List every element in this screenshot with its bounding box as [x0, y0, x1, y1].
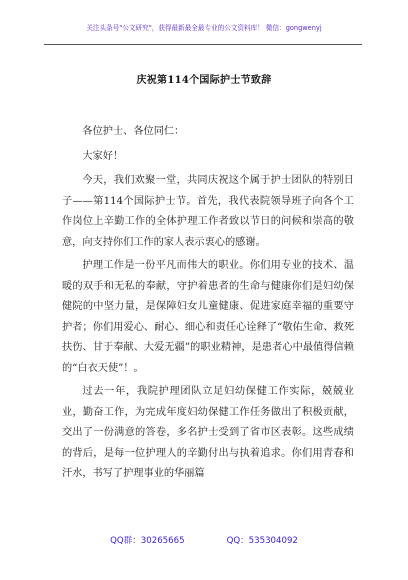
- document-title: 庆祝第114个国际护士节致辞: [136, 75, 272, 86]
- footer-qq-number: QQ：535304092: [226, 536, 298, 546]
- paragraph-3: 过去一年，我院护理团队立足妇幼保健工作实际，兢兢业业，勤奋工作，为完成年度妇幼保健工作任务做出了积极贡献，交出了一份满意的答卷，多名护士受到了省市区表彰。这些成绩的背后，是每一位护理人的辛勤付出与执着追求。你们用青春和汗水，书写了护理事业的华丽篇: [62, 386, 354, 479]
- paragraph-1: 今天，我们欢聚一堂，共同庆祝这个属于护士团队的特别日子——第114个国际护士节。首先，我代表院领导班子向各个工作岗位上辛勤工作的全体护理工作者致以节日的问候和崇高的敬意，向支持你们工作的家人表示衷心的感谢。: [62, 175, 354, 248]
- paragraph-2: 护理工作是一份平凡而伟大的职业。你们用专业的技术、温暖的双手和无私的奉献，守护着患者的生命与健康你们是妇幼保健院的中坚力量，是保障妇女儿童健康、促进家庭幸福的重要守护者；你们用爱心、耐心、细心和责任心诠释了“敬佑生命、救死扶伤、甘于奉献、大爱无疆”的职业精神，是患者心中最值得信赖的“白衣天使”！。: [62, 260, 354, 374]
- header-notice: 关注头条号"公文研究"，获得最新最全最专业的公文资料库！ 微信：gongwenyj: [86, 24, 322, 32]
- salutation-line: 各位护士、各位同仁：: [82, 126, 185, 137]
- document-body: [62, 122, 354, 488]
- greeting-line: 大家好！: [82, 150, 124, 162]
- footer-qq-group: QQ群：30265665: [110, 536, 185, 546]
- footer-contact: [0, 534, 408, 546]
- header-divider: [44, 44, 362, 45]
